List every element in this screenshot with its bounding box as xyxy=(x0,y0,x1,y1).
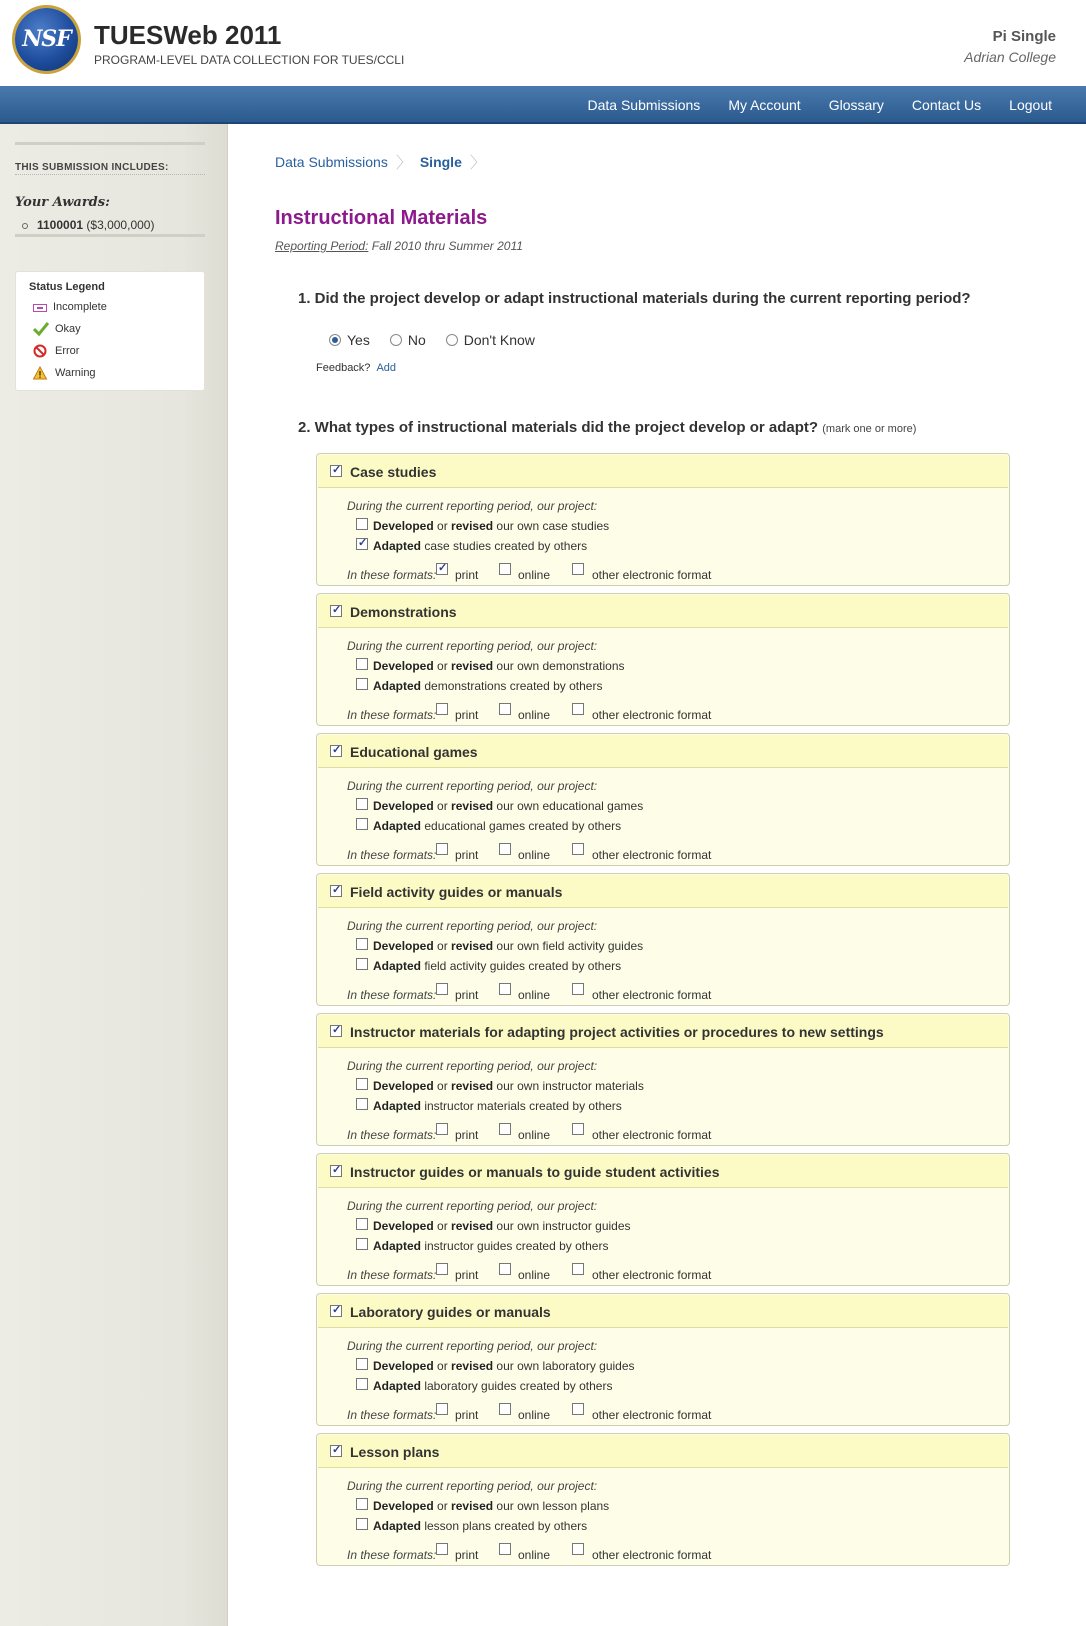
radio-dont-know[interactable] xyxy=(446,332,535,348)
award-amount: ($3,000,000) xyxy=(86,218,155,232)
legend-item-incomplete xyxy=(33,301,107,313)
material-type-checkbox[interactable] xyxy=(330,465,342,477)
format-print-checkbox[interactable] xyxy=(436,1403,448,1415)
material-type-card xyxy=(316,1153,1010,1286)
format-print-checkbox[interactable] xyxy=(436,1543,448,1555)
format-online-checkbox[interactable] xyxy=(499,1123,511,1135)
formats-label: In these formats: xyxy=(347,848,437,862)
chevron-right-icon: 〉 xyxy=(469,155,486,172)
material-noun: demonstrations xyxy=(542,659,625,673)
formats-label: In these formats: xyxy=(347,1408,437,1422)
nav-logout[interactable]: Logout xyxy=(1009,97,1052,113)
check-icon xyxy=(33,322,49,336)
material-type-checkbox[interactable] xyxy=(330,605,342,617)
created-by-others-text: created by others xyxy=(494,1519,588,1533)
adapted-word: Adapted xyxy=(373,959,421,973)
adapted-word: Adapted xyxy=(373,1239,421,1253)
breadcrumb-data-submissions[interactable]: Data Submissions xyxy=(275,153,388,170)
card-intro: During the current reporting period, our project: xyxy=(347,1199,598,1213)
sidebar-divider xyxy=(15,234,205,237)
material-type-header xyxy=(318,1295,1008,1328)
adapted-checkbox[interactable] xyxy=(356,678,368,690)
created-by-others-text: created by others xyxy=(494,539,588,553)
reporting-period-label[interactable]: Reporting Period: xyxy=(275,239,369,253)
feedback xyxy=(316,362,396,374)
adapted-word: Adapted xyxy=(373,1099,421,1113)
top-navigation xyxy=(0,86,1086,124)
developed-option[interactable] xyxy=(373,799,643,813)
developed-option[interactable] xyxy=(373,939,643,953)
nav-contact-us[interactable]: Contact Us xyxy=(911,97,982,113)
adapted-checkbox[interactable] xyxy=(356,958,368,970)
developed-option[interactable] xyxy=(373,1359,635,1373)
formats-label: In these formats: xyxy=(347,1548,437,1562)
revised-word: revised xyxy=(451,1359,494,1373)
format-other-label: other electronic format xyxy=(592,1128,712,1142)
material-type-title[interactable]: Demonstrations xyxy=(350,604,457,620)
revised-word: revised xyxy=(451,939,494,953)
format-online-checkbox[interactable] xyxy=(499,1403,511,1415)
card-intro: During the current reporting period, our project: xyxy=(347,639,598,653)
adapted-option[interactable] xyxy=(373,959,621,973)
developed-word: Developed xyxy=(373,519,434,533)
formats-label: In these formats: xyxy=(347,708,437,722)
legend-item-warning xyxy=(33,366,96,380)
adapted-checkbox[interactable] xyxy=(356,1238,368,1250)
format-print-checkbox[interactable] xyxy=(436,983,448,995)
app-title: TUESWeb 2011 xyxy=(94,20,282,50)
or-word: or xyxy=(437,939,448,953)
adapted-word: Adapted xyxy=(373,539,421,553)
material-type-card xyxy=(316,733,1010,866)
legend-label: Error xyxy=(55,344,80,357)
material-type-card xyxy=(316,873,1010,1006)
legend-label: Warning xyxy=(55,366,96,379)
format-online-label: online xyxy=(518,568,551,582)
developed-word: Developed xyxy=(373,1219,434,1233)
breadcrumb xyxy=(275,150,494,173)
material-type-title[interactable]: Field activity guides or manuals xyxy=(350,884,563,900)
nav-glossary[interactable]: Glossary xyxy=(828,97,884,113)
question-1-text: 1. Did the project develop or adapt instructional materials during the current reporting period? xyxy=(298,290,971,307)
adapted-checkbox[interactable] xyxy=(356,1378,368,1390)
created-by-others-text: created by others xyxy=(519,1379,613,1393)
award-id: 1100001 xyxy=(37,218,84,232)
developed-checkbox[interactable] xyxy=(356,1078,368,1090)
status-legend xyxy=(15,271,205,391)
radio-label: Yes xyxy=(347,332,370,348)
our-own-word: our own xyxy=(496,939,540,953)
awards-heading: Your Awards: xyxy=(15,195,110,210)
adapted-word: Adapted xyxy=(373,819,421,833)
formats-label: In these formats: xyxy=(347,568,437,582)
format-other-checkbox[interactable] xyxy=(572,1403,584,1415)
bullet-icon xyxy=(22,223,28,229)
created-by-others-text: created by others xyxy=(529,1099,622,1113)
warning-icon xyxy=(33,366,49,380)
material-type-checkbox[interactable] xyxy=(330,1025,342,1037)
format-online-checkbox[interactable] xyxy=(499,843,511,855)
revised-word: revised xyxy=(451,1499,494,1513)
question-2-label: 2. What types of instructional materials did the project develop or adapt? xyxy=(298,419,819,436)
material-type-card xyxy=(316,1433,1010,1566)
material-noun: lesson plans xyxy=(542,1499,610,1513)
formats-label: In these formats: xyxy=(347,1268,437,1282)
material-noun: educational games xyxy=(542,799,644,813)
developed-option[interactable] xyxy=(373,1079,644,1093)
material-type-card xyxy=(316,1293,1010,1426)
format-online-label: online xyxy=(518,1128,551,1142)
or-word: or xyxy=(437,1499,448,1513)
or-word: or xyxy=(437,1219,448,1233)
revised-word: revised xyxy=(451,799,494,813)
user-organization: Adrian College xyxy=(964,49,1056,65)
developed-option[interactable] xyxy=(373,1499,609,1513)
material-type-title[interactable]: Lesson plans xyxy=(350,1444,440,1460)
material-noun: field activity guides xyxy=(424,959,526,973)
adapted-checkbox[interactable] xyxy=(356,538,368,550)
incomplete-icon xyxy=(33,304,47,312)
radio-button[interactable] xyxy=(446,334,458,346)
developed-checkbox[interactable] xyxy=(356,798,368,810)
adapted-option[interactable] xyxy=(373,1519,587,1533)
material-noun: laboratory guides xyxy=(542,1359,635,1373)
format-print-label: print xyxy=(455,1128,479,1142)
error-icon xyxy=(33,344,49,358)
formats-label: In these formats: xyxy=(347,988,437,1002)
format-print-label: print xyxy=(455,988,479,1002)
revised-word: revised xyxy=(451,1079,494,1093)
format-other-checkbox[interactable] xyxy=(572,983,584,995)
material-type-title[interactable]: Instructor guides or manuals to guide student activities xyxy=(350,1164,720,1180)
material-noun: instructor guides xyxy=(424,1239,513,1253)
or-word: or xyxy=(437,1079,448,1093)
revised-word: revised xyxy=(451,1219,494,1233)
created-by-others-text: created by others xyxy=(528,959,622,973)
material-type-checkbox[interactable] xyxy=(330,745,342,757)
format-other-checkbox[interactable] xyxy=(572,1263,584,1275)
created-by-others-text: created by others xyxy=(528,819,622,833)
format-print-checkbox[interactable] xyxy=(436,563,448,575)
material-noun: lesson plans xyxy=(424,1519,492,1533)
format-online-label: online xyxy=(518,1408,551,1422)
format-online-label: online xyxy=(518,1548,551,1562)
format-other-checkbox[interactable] xyxy=(572,1543,584,1555)
adapted-option[interactable] xyxy=(373,1239,608,1253)
material-noun: instructor materials xyxy=(424,1099,526,1113)
material-noun: educational games xyxy=(424,819,526,833)
format-other-checkbox[interactable] xyxy=(572,563,584,575)
material-type-title[interactable]: Educational games xyxy=(350,744,478,760)
material-type-card xyxy=(316,1013,1010,1146)
radio-button-selected[interactable] xyxy=(329,334,341,346)
format-online-label: online xyxy=(518,1268,551,1282)
developed-option[interactable] xyxy=(373,1219,631,1233)
legend-item-okay xyxy=(33,322,81,336)
material-noun: case studies xyxy=(424,539,492,553)
adapted-option[interactable] xyxy=(373,819,621,833)
our-own-word: our own xyxy=(496,1499,540,1513)
logo-text: NSF xyxy=(22,26,71,52)
format-print-label: print xyxy=(455,568,479,582)
format-print-checkbox[interactable] xyxy=(436,1263,448,1275)
format-other-label: other electronic format xyxy=(592,988,712,1002)
developed-option[interactable] xyxy=(373,519,609,533)
format-other-checkbox[interactable] xyxy=(572,703,584,715)
page-title: Instructional Materials xyxy=(275,207,488,229)
adapted-word: Adapted xyxy=(373,1519,421,1533)
nsf-logo[interactable] xyxy=(15,8,78,71)
adapted-checkbox[interactable] xyxy=(356,1518,368,1530)
nav-my-account[interactable]: My Account xyxy=(728,97,801,113)
format-online-checkbox[interactable] xyxy=(499,703,511,715)
sidebar-dotted-divider xyxy=(15,174,205,175)
format-online-checkbox[interactable] xyxy=(499,983,511,995)
sidebar xyxy=(0,124,228,1626)
legend-label: Incomplete xyxy=(53,301,107,313)
page-header xyxy=(0,0,1086,86)
format-other-label: other electronic format xyxy=(592,568,712,582)
adapted-word: Adapted xyxy=(373,1379,421,1393)
material-noun: instructor guides xyxy=(542,1219,631,1233)
developed-word: Developed xyxy=(373,799,434,813)
sidebar-divider xyxy=(15,142,205,145)
card-intro: During the current reporting period, our project: xyxy=(347,779,598,793)
format-online-label: online xyxy=(518,708,551,722)
card-intro: During the current reporting period, our project: xyxy=(347,1479,598,1493)
format-other-checkbox[interactable] xyxy=(572,843,584,855)
format-other-label: other electronic format xyxy=(592,848,712,862)
developed-word: Developed xyxy=(373,939,434,953)
legend-title: Status Legend xyxy=(29,281,105,293)
material-noun: instructor materials xyxy=(542,1079,644,1093)
format-other-checkbox[interactable] xyxy=(572,1123,584,1135)
material-type-checkbox[interactable] xyxy=(330,1445,342,1457)
developed-option[interactable] xyxy=(373,659,625,673)
nav-data-submissions[interactable]: Data Submissions xyxy=(587,97,701,113)
format-online-label: online xyxy=(518,988,551,1002)
material-noun: field activity guides xyxy=(542,939,644,953)
revised-word: revised xyxy=(451,519,494,533)
format-online-checkbox[interactable] xyxy=(499,1263,511,1275)
radio-label: Don't Know xyxy=(463,332,535,348)
format-print-checkbox[interactable] xyxy=(436,703,448,715)
material-type-title[interactable]: Instructor materials for adapting project activities or procedures to new settings xyxy=(350,1024,884,1040)
material-type-card xyxy=(316,453,1010,586)
developed-checkbox[interactable] xyxy=(356,1358,368,1370)
our-own-word: our own xyxy=(496,519,540,533)
material-type-checkbox[interactable] xyxy=(330,885,342,897)
material-noun: case studies xyxy=(542,519,610,533)
adapted-option[interactable] xyxy=(373,1099,622,1113)
developed-checkbox[interactable] xyxy=(356,1218,368,1230)
or-word: or xyxy=(437,1359,448,1373)
legend-label: Okay xyxy=(55,322,81,335)
reporting-period xyxy=(275,239,523,253)
material-type-header xyxy=(318,455,1008,488)
material-type-checkbox[interactable] xyxy=(330,1305,342,1317)
radio-no[interactable] xyxy=(390,332,426,348)
developed-checkbox[interactable] xyxy=(356,518,368,530)
format-other-label: other electronic format xyxy=(592,1548,712,1562)
created-by-others-text: created by others xyxy=(509,679,603,693)
question-1-options xyxy=(329,332,555,348)
adapted-word: Adapted xyxy=(373,679,421,693)
format-print-label: print xyxy=(455,1408,479,1422)
format-other-label: other electronic format xyxy=(592,708,712,722)
reporting-period-value: Fall 2010 thru Summer 2011 xyxy=(371,239,523,253)
formats-label: In these formats: xyxy=(347,1128,437,1142)
developed-word: Developed xyxy=(373,1079,434,1093)
created-by-others-text: created by others xyxy=(515,1239,609,1253)
adapted-option[interactable] xyxy=(373,679,602,693)
card-intro: During the current reporting period, our project: xyxy=(347,1059,598,1073)
question-2-hint: (mark one or more) xyxy=(822,423,917,435)
material-type-card xyxy=(316,593,1010,726)
material-type-header xyxy=(318,1435,1008,1468)
main-content xyxy=(228,124,1086,1626)
format-print-label: print xyxy=(455,708,479,722)
developed-word: Developed xyxy=(373,659,434,673)
material-noun: laboratory guides xyxy=(424,1379,517,1393)
material-type-header xyxy=(318,1155,1008,1188)
card-intro: During the current reporting period, our project: xyxy=(347,919,598,933)
submission-includes-heading: THIS SUBMISSION INCLUDES: xyxy=(15,162,169,173)
our-own-word: our own xyxy=(496,1079,540,1093)
material-type-title[interactable]: Laboratory guides or manuals xyxy=(350,1304,551,1320)
developed-checkbox[interactable] xyxy=(356,658,368,670)
chevron-right-icon: 〉 xyxy=(395,155,412,172)
material-type-header xyxy=(318,875,1008,908)
format-online-checkbox[interactable] xyxy=(499,1543,511,1555)
or-word: or xyxy=(437,519,448,533)
format-other-label: other electronic format xyxy=(592,1268,712,1282)
adapted-option[interactable] xyxy=(373,539,587,553)
feedback-add-link[interactable]: Add xyxy=(376,362,397,374)
our-own-word: our own xyxy=(496,1219,540,1233)
developed-checkbox[interactable] xyxy=(356,938,368,950)
material-noun: demonstrations xyxy=(424,679,507,693)
breadcrumb-single[interactable]: Single xyxy=(419,153,462,170)
format-online-label: online xyxy=(518,848,551,862)
or-word: or xyxy=(437,799,448,813)
adapted-checkbox[interactable] xyxy=(356,818,368,830)
material-type-header xyxy=(318,595,1008,628)
developed-word: Developed xyxy=(373,1359,434,1373)
revised-word: revised xyxy=(451,659,494,673)
legend-item-error xyxy=(33,344,79,358)
material-type-header xyxy=(318,1015,1008,1048)
developed-checkbox[interactable] xyxy=(356,1498,368,1510)
format-print-checkbox[interactable] xyxy=(436,1123,448,1135)
material-type-header xyxy=(318,735,1008,768)
material-type-checkbox[interactable] xyxy=(330,1165,342,1177)
format-online-checkbox[interactable] xyxy=(499,563,511,575)
user-name: Pi Single xyxy=(992,28,1056,45)
radio-yes[interactable] xyxy=(329,332,370,348)
award-item[interactable] xyxy=(22,218,154,232)
format-other-label: other electronic format xyxy=(592,1408,712,1422)
app-subtitle: PROGRAM-LEVEL DATA COLLECTION FOR TUES/CCLI xyxy=(94,53,405,67)
card-intro: During the current reporting period, our project: xyxy=(347,1339,598,1353)
format-print-label: print xyxy=(455,1548,479,1562)
card-intro: During the current reporting period, our project: xyxy=(347,499,598,513)
developed-word: Developed xyxy=(373,1499,434,1513)
our-own-word: our own xyxy=(496,1359,540,1373)
format-print-checkbox[interactable] xyxy=(436,843,448,855)
format-print-label: print xyxy=(455,1268,479,1282)
our-own-word: our own xyxy=(496,659,540,673)
question-2-text xyxy=(298,419,916,436)
our-own-word: our own xyxy=(496,799,540,813)
or-word: or xyxy=(437,659,448,673)
material-type-title[interactable]: Case studies xyxy=(350,464,437,480)
format-print-label: print xyxy=(455,848,479,862)
feedback-label: Feedback? xyxy=(316,362,371,374)
adapted-checkbox[interactable] xyxy=(356,1098,368,1110)
radio-button[interactable] xyxy=(390,334,402,346)
radio-label: No xyxy=(407,332,426,348)
adapted-option[interactable] xyxy=(373,1379,612,1393)
